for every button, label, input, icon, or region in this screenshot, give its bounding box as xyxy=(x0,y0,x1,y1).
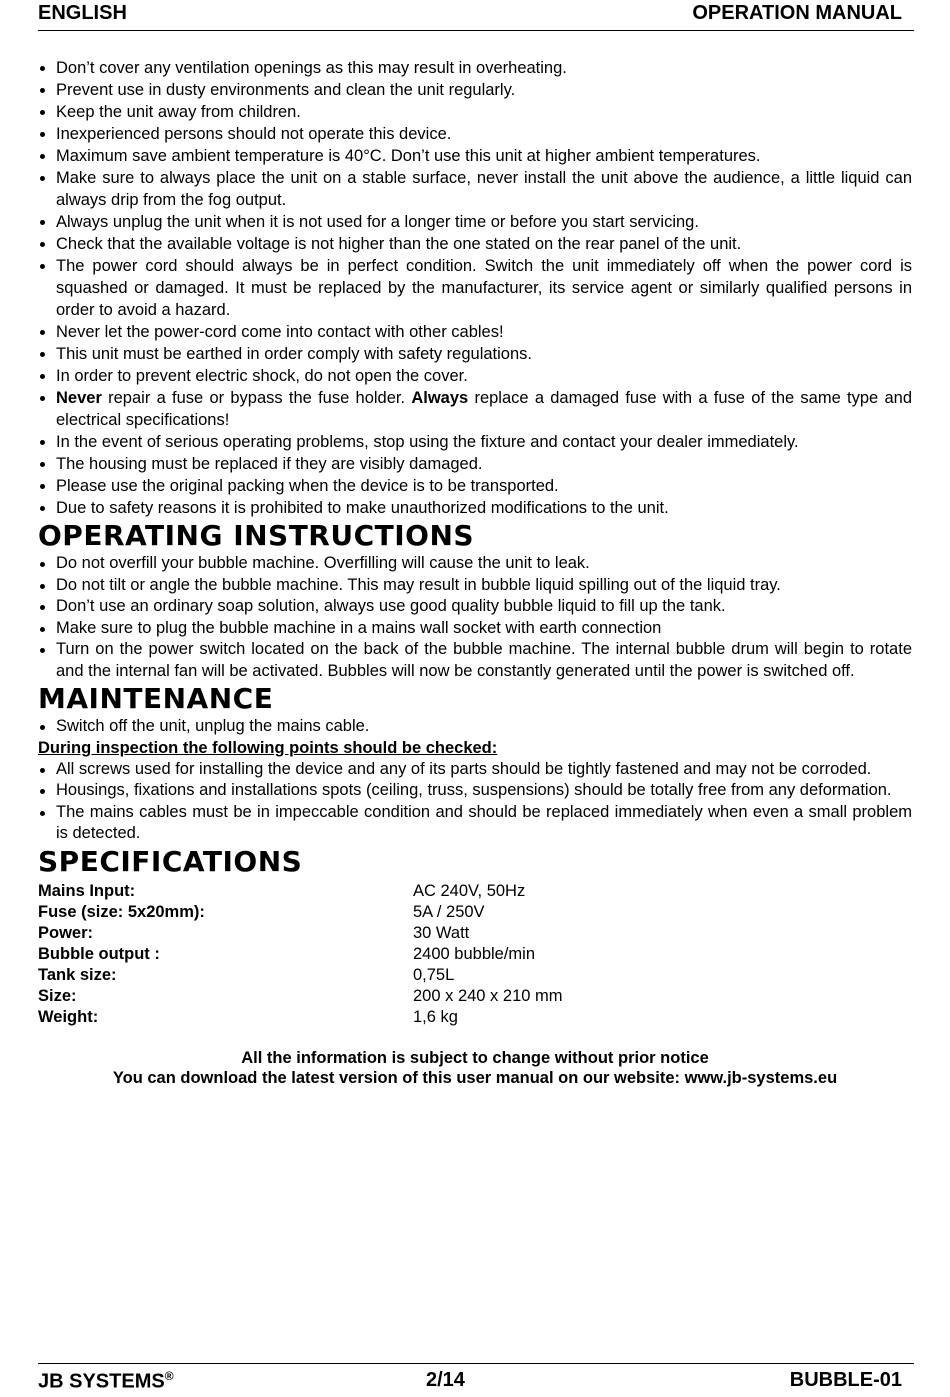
never-emphasis: Never xyxy=(56,389,102,407)
notice-line-1: All the information is subject to change without prior notice xyxy=(241,1048,709,1067)
page-content xyxy=(38,57,912,1088)
spec-value: 5A / 250V xyxy=(413,902,485,921)
spec-label: Size: xyxy=(38,986,77,1005)
list-item: Prevent use in dusty environments and clean the unit regularly. xyxy=(38,79,912,101)
operating-instructions-heading: OPERATING INSTRUCTIONS xyxy=(38,519,475,552)
list-item: Make sure to plug the bubble machine in a mains wall socket with earth connection xyxy=(38,618,912,640)
spec-label: Power: xyxy=(38,923,94,942)
spec-label: Bubble output : xyxy=(38,944,160,963)
brand-name: JB SYSTEMS xyxy=(38,1370,165,1393)
table-row xyxy=(38,986,563,1007)
list-item: Always unplug the unit when it is not used for a longer time or before you start servicing. xyxy=(38,211,912,233)
page-number: 2/14 xyxy=(426,1369,465,1391)
spec-value: 1,6 kg xyxy=(413,1007,458,1026)
list-item: Never let the power-cord come into contact with other cables! xyxy=(38,321,912,343)
spec-value: AC 240V, 50Hz xyxy=(413,881,526,900)
list-item: Don’t use an ordinary soap solution, always use good quality bubble liquid to fill up the tank. xyxy=(38,596,912,618)
list-item: In the event of serious operating problems, stop using the fixture and contact your dealer immediately. xyxy=(38,431,912,453)
list-item: This unit must be earthed in order comply with safety regulations. xyxy=(38,343,912,365)
list-item: All screws used for installing the device and any of its parts should be tightly fastened and may not be corroded. xyxy=(38,759,912,781)
table-row xyxy=(38,944,563,965)
spec-value: 30 Watt xyxy=(413,923,470,942)
list-item: Switch off the unit, unplug the mains cable. xyxy=(38,716,912,738)
list-item: Inexperienced persons should not operate this device. xyxy=(38,123,912,145)
list-item: In order to prevent electric shock, do not open the cover. xyxy=(38,365,912,387)
footer-model: BUBBLE-01 xyxy=(789,1369,902,1391)
inspection-subheading: During inspection the following points should be checked: xyxy=(38,738,498,757)
header-doc-title: OPERATION MANUAL xyxy=(692,2,902,24)
list-item: Please use the original packing when the device is to be transported. xyxy=(38,475,912,497)
list-item: Housings, fixations and installations spots (ceiling, truss, suspensions) should be totally free from any deformation. xyxy=(38,780,912,802)
list-item: The power cord should always be in perfect condition. Switch the unit immediately off when the power cord is squashed or damaged. It must be replaced by the manufacturer, its service agent or similarly qualified persons in order to avoid a hazard. xyxy=(38,255,912,321)
header-language: ENGLISH xyxy=(38,2,127,24)
list-item: Do not overfill your bubble machine. Overfilling will cause the unit to leak. xyxy=(38,553,912,575)
list-item: Due to safety reasons it is prohibited to make unauthorized modifications to the unit. xyxy=(38,497,912,519)
spec-value: 200 x 240 x 210 mm xyxy=(413,986,563,1005)
spec-value: 0,75L xyxy=(413,965,455,984)
list-item: Make sure to always place the unit on a stable surface, never install the unit above the audience, a little liquid can always drip from the fog output. xyxy=(38,167,912,211)
operating-list xyxy=(38,553,912,682)
table-row xyxy=(38,965,563,986)
spec-label: Fuse (size: 5x20mm): xyxy=(38,902,205,921)
table-row xyxy=(38,902,563,923)
maintenance-heading: MAINTENANCE xyxy=(38,682,274,715)
fuse-text-2: replace a damaged fuse with a fuse of the same type and electrical specifications! xyxy=(56,389,913,429)
list-item: Don’t cover any ventilation openings as this may result in overheating. xyxy=(38,57,912,79)
fuse-text-1: repair a fuse or bypass the fuse holder. xyxy=(101,389,412,407)
always-emphasis: Always xyxy=(411,389,469,407)
page-header xyxy=(38,0,914,31)
list-item: The housing must be replaced if they are visibly damaged. xyxy=(38,453,912,475)
spec-value: 2400 bubble/min xyxy=(413,944,536,963)
spec-label: Mains Input: xyxy=(38,881,136,900)
list-item: Turn on the power switch located on the back of the bubble machine. The internal bubble drum will begin to rotate and the internal fan will be activated. Bubbles will now be constantly generated until the power is switched off. xyxy=(38,639,912,682)
list-item: Check that the available voltage is not higher than the one stated on the rear panel of the unit. xyxy=(38,233,912,255)
safety-list xyxy=(38,57,912,519)
spec-label: Tank size: xyxy=(38,965,117,984)
registered-mark: ® xyxy=(164,1369,174,1383)
list-item: Do not tilt or angle the bubble machine. This may result in bubble liquid spilling out of the liquid tray. xyxy=(38,575,912,597)
table-row xyxy=(38,923,563,944)
list-item: Keep the unit away from children. xyxy=(38,101,912,123)
maintenance-first-list xyxy=(38,716,912,738)
notice-line-2: You can download the latest version of this user manual on our website: www.jb-systems.eu xyxy=(112,1068,838,1087)
spec-label: Weight: xyxy=(38,1007,99,1026)
table-row xyxy=(38,1007,563,1028)
specifications-table xyxy=(38,881,563,1028)
specifications-heading: SPECIFICATIONS xyxy=(38,844,303,878)
table-row xyxy=(38,881,563,902)
change-notice xyxy=(38,1048,912,1088)
fuse-list-item xyxy=(38,387,912,431)
list-item: The mains cables must be in impeccable condition and should be replaced immediately when even a small problem is detected. xyxy=(38,802,912,845)
footer-brand xyxy=(38,1369,174,1394)
list-item: Maximum save ambient temperature is 40°C. Don’t use this unit at higher ambient temperatures. xyxy=(38,145,912,167)
maintenance-list xyxy=(38,759,912,845)
page-footer xyxy=(38,1363,914,1394)
